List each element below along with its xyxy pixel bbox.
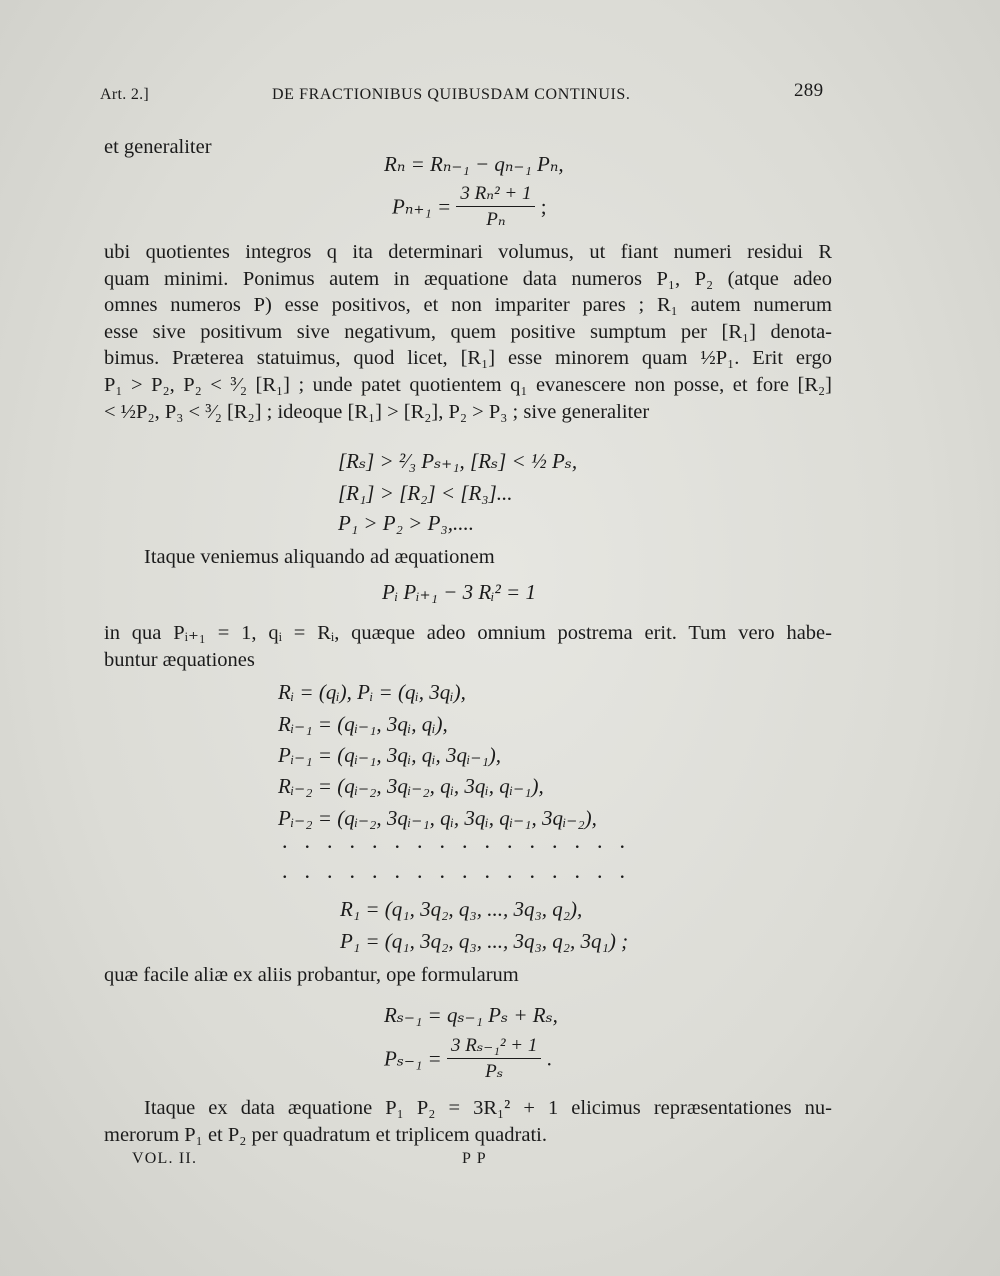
formula-p	[384, 1036, 552, 1085]
text-line: in qua Pᵢ₊₁ = 1, qᵢ = Rᵢ, quæque adeo omnium postrema erit. Tum vero habe-	[104, 622, 832, 644]
intro-text: et generaliter	[104, 136, 212, 158]
inequality-1: [Rₛ] > ²⁄₃ Pₛ₊₁, [Rₛ] < ½ Pₛ,	[338, 449, 578, 473]
equation-recurrence-r: Rₙ = Rₙ₋₁ − qₙ₋₁ Pₙ,	[384, 152, 564, 176]
equation-lhs: Pₛ₋₁ =	[384, 1046, 442, 1071]
text-line: < ½P₂, P₃ < ³⁄₂ [R₂] ; ideoque [R₁] > [R₂], P₂ > P₃ ; sive generaliter	[104, 400, 650, 423]
equation-punct: ;	[540, 194, 547, 219]
system-row: Pᵢ₋₁ = (qᵢ₋₁, 3qᵢ, qᵢ, 3qᵢ₋₁),	[278, 743, 502, 767]
text-line: merorum P₁ et P₂ per quadratum et triplicem quadrati.	[104, 1123, 547, 1146]
footer-volume: VOL. II.	[132, 1150, 198, 1167]
header-title: DE FRACTIONIBUS QUIBUSDAM CONTINUIS.	[272, 86, 631, 103]
equation-final: Pᵢ Pᵢ₊₁ − 3 Rᵢ² = 1	[382, 580, 536, 604]
footer-signature: P P	[462, 1150, 487, 1167]
text-line: Itaque ex data æquatione P₁ P₂ = 3R₁² + 1 elicimus repræsentationes nu-	[144, 1097, 832, 1119]
system-row: Rᵢ₋₁ = (qᵢ₋₁, 3qᵢ, qᵢ),	[278, 712, 448, 736]
ellipsis-row: ................	[282, 858, 642, 883]
equation-punct: .	[546, 1046, 552, 1071]
inequality-3: P₁ > P₂ > P₃,....	[338, 511, 474, 535]
fraction-numerator: 3 Rₙ² + 1	[456, 182, 535, 207]
paragraph-2: Itaque veniemus aliquando ad æquationem	[144, 546, 495, 568]
formula-r: Rₛ₋₁ = qₛ₋₁ Pₛ + Rₛ,	[384, 1003, 558, 1027]
fraction-denominator: Pₛ	[485, 1061, 504, 1082]
text-line: omnes numeros P) esse positivos, et non impariter pares ; R₁ autem numerum	[104, 294, 832, 317]
fraction-denominator: Pₙ	[486, 209, 506, 230]
text-line: quam minimi. Ponimus autem in æquatione data numeros P₁, P₂ (atque adeo	[104, 267, 832, 290]
paragraph-1	[104, 239, 832, 425]
text-line: buntur æquationes	[104, 648, 255, 671]
paragraph-4: quæ facile aliæ ex aliis probantur, ope formularum	[104, 964, 519, 986]
inequality-2: [R₁] > [R₂] < [R₃]...	[338, 481, 513, 505]
text-line: P₁ > P₂, P₂ < ³⁄₂ [R₁] ; unde patet quotientem q₁ evanescere non posse, et fore [R₂]	[104, 373, 832, 396]
page-number: 289	[794, 80, 824, 101]
system-row: Pᵢ₋₂ = (qᵢ₋₂, 3qᵢ₋₁, qᵢ, 3qᵢ, qᵢ₋₁, 3qᵢ₋₂),	[278, 806, 597, 830]
system-end-row: P₁ = (q₁, 3q₂, q₃, ..., 3q₃, q₂, 3q₁) ;	[340, 929, 629, 953]
text-line: bimus. Præterea statuimus, quod licet, [R₁] esse minorem quam ½P₁. Erit ergo	[104, 347, 832, 370]
fraction	[447, 1034, 541, 1083]
text-line: esse sive positivum sive negativum, quem positive sumptum per [R₁] denota-	[104, 320, 832, 343]
paragraph-5	[104, 1095, 832, 1148]
equation-recurrence-p	[392, 184, 547, 233]
system-row: Rᵢ = (qᵢ), Pᵢ = (qᵢ, 3qᵢ),	[278, 680, 466, 704]
ellipsis-row: ................	[282, 828, 642, 853]
system-end-row: R₁ = (q₁, 3q₂, q₃, ..., 3q₃, q₂),	[340, 897, 583, 921]
paragraph-3	[104, 620, 832, 673]
fraction-numerator: 3 Rₛ₋₁² + 1	[447, 1034, 541, 1059]
system-row: Rᵢ₋₂ = (qᵢ₋₂, 3qᵢ₋₂, qᵢ, 3qᵢ, qᵢ₋₁),	[278, 774, 544, 798]
fraction	[456, 182, 535, 231]
header-article-ref: Art. 2.]	[100, 86, 150, 103]
text-line: ubi quotientes integros q ita determinari volumus, ut fiant numeri residui R	[104, 241, 832, 263]
equation-lhs: Pₙ₊₁ =	[392, 194, 452, 219]
